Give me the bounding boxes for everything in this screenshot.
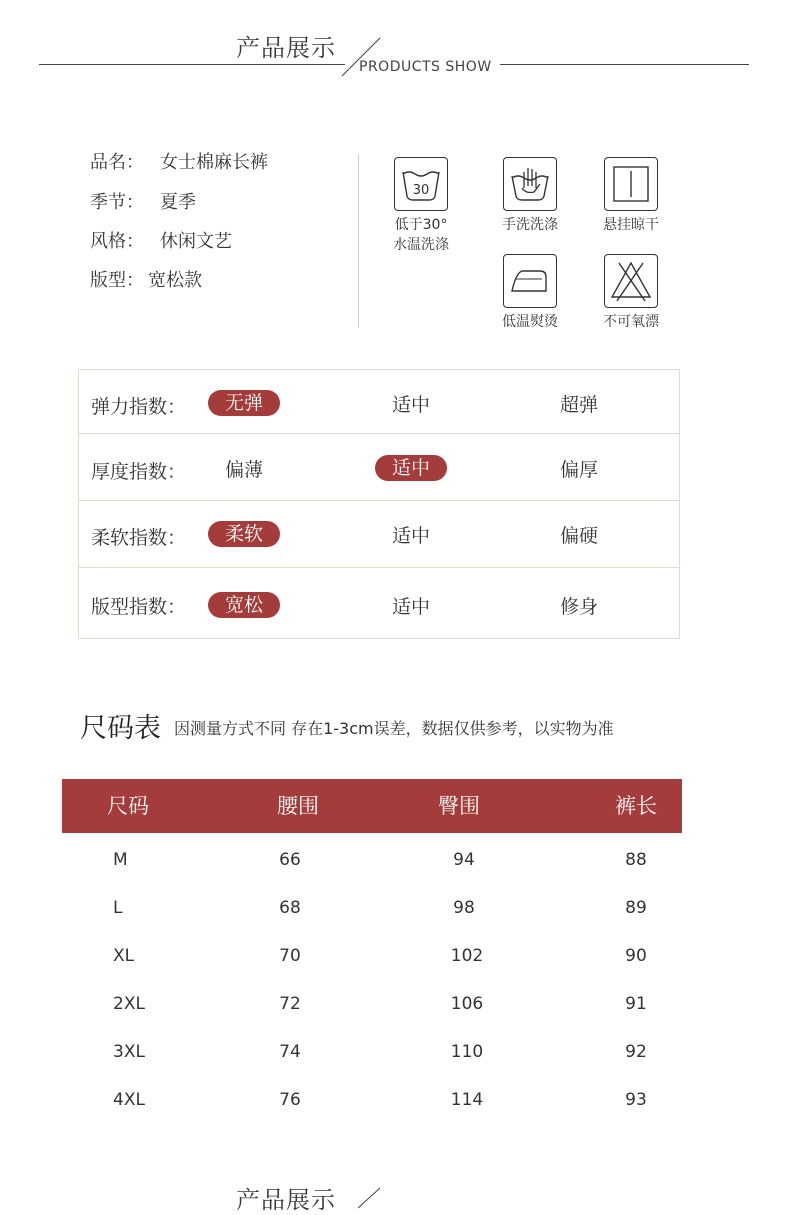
table-cell: 68 [279, 898, 301, 918]
index-option-selected: 宽松 [208, 592, 280, 618]
index-option: 修身 [559, 596, 598, 618]
column-header: 腰围 [277, 794, 319, 818]
table-cell: 92 [625, 1042, 647, 1062]
info-value: 夏季 [160, 192, 196, 213]
table-cell: L [113, 898, 123, 918]
hang-dry-icon [604, 157, 658, 211]
care-item-hangdry [586, 157, 676, 235]
index-row-softness [79, 501, 679, 568]
index-option: 偏薄 [224, 459, 263, 481]
index-option: 偏厚 [559, 459, 598, 481]
index-option-selected: 适中 [375, 455, 447, 481]
care-label: 不可氧漂 [603, 314, 659, 330]
size-chart-title: 尺码表 [80, 713, 161, 744]
svg-text:30: 30 [412, 183, 430, 198]
care-item-iron [485, 254, 575, 332]
index-option: 适中 [391, 394, 430, 416]
column-header: 尺码 [107, 794, 149, 818]
size-chart-note: 因测量方式不同 存在1-3cm误差，数据仅供参考，以实物为准 [174, 719, 614, 738]
table-cell: 102 [450, 946, 484, 966]
care-item-handwash [485, 157, 575, 235]
header-divider-left [39, 64, 345, 65]
table-cell: 72 [279, 994, 301, 1014]
index-option: 适中 [391, 525, 430, 547]
info-row-fit [90, 266, 202, 292]
info-row-season [90, 188, 196, 214]
index-label: 厚度指数： [91, 461, 187, 483]
table-cell: 89 [625, 898, 647, 918]
header-divider-right [500, 64, 749, 65]
info-value: 宽松款 [148, 270, 202, 291]
info-row-style [90, 227, 232, 253]
footer-section-title: 产品展示 [236, 1186, 336, 1214]
index-option: 适中 [391, 596, 430, 618]
table-cell: 76 [279, 1090, 301, 1110]
info-key: 品名： [90, 152, 144, 173]
info-key: 季节： [90, 192, 144, 213]
index-label: 柔软指数： [91, 527, 187, 549]
table-cell: 88 [625, 850, 647, 870]
table-cell: 98 [453, 898, 475, 918]
table-cell: 70 [279, 946, 301, 966]
info-row-name [90, 148, 268, 174]
info-value: 女士棉麻长裤 [160, 152, 268, 173]
index-row-fit [79, 568, 679, 638]
care-label: 低温熨烫 [502, 314, 558, 330]
table-cell: 93 [625, 1090, 647, 1110]
wash-30-icon [394, 157, 448, 211]
index-option: 偏硬 [559, 525, 598, 547]
index-row-thickness [79, 434, 679, 501]
info-key: 版型： [90, 270, 144, 291]
care-item-wash [376, 157, 466, 255]
table-cell: 3XL [113, 1042, 145, 1062]
low-iron-icon [503, 254, 557, 308]
table-cell: XL [113, 946, 135, 966]
index-option-selected: 无弹 [208, 390, 280, 416]
table-cell: 74 [279, 1042, 301, 1062]
no-bleach-icon [604, 254, 658, 308]
table-cell: 91 [625, 994, 647, 1014]
table-cell: M [113, 850, 128, 870]
size-table-header [62, 779, 682, 833]
index-option-selected: 柔软 [208, 521, 280, 547]
table-cell: 2XL [113, 994, 145, 1014]
info-divider [358, 154, 359, 328]
table-cell: 4XL [113, 1090, 145, 1110]
column-header: 裤长 [615, 794, 657, 818]
index-row-elasticity [79, 370, 679, 434]
section-subtitle: PRODUCTS SHOW [359, 59, 492, 75]
index-label: 版型指数： [91, 596, 187, 618]
table-cell: 94 [453, 850, 475, 870]
care-label: 低于30° 水温洗涤 [393, 217, 449, 253]
attribute-index-table [78, 369, 680, 639]
column-header: 臀围 [438, 794, 480, 818]
info-value: 休闲文艺 [160, 231, 232, 252]
table-cell: 114 [450, 1090, 484, 1110]
care-label: 手洗洗涤 [502, 217, 558, 233]
care-item-nobleach [586, 254, 676, 332]
index-option: 超弹 [559, 394, 598, 416]
info-key: 风格： [90, 231, 144, 252]
table-cell: 106 [450, 994, 484, 1014]
index-label: 弹力指数： [91, 396, 187, 418]
care-label: 悬挂晾干 [603, 217, 659, 233]
footer-slash-decoration [356, 1186, 384, 1210]
section-title: 产品展示 [236, 34, 336, 62]
table-cell: 90 [625, 946, 647, 966]
hand-wash-icon [503, 157, 557, 211]
table-cell: 110 [450, 1042, 484, 1062]
table-cell: 66 [279, 850, 301, 870]
